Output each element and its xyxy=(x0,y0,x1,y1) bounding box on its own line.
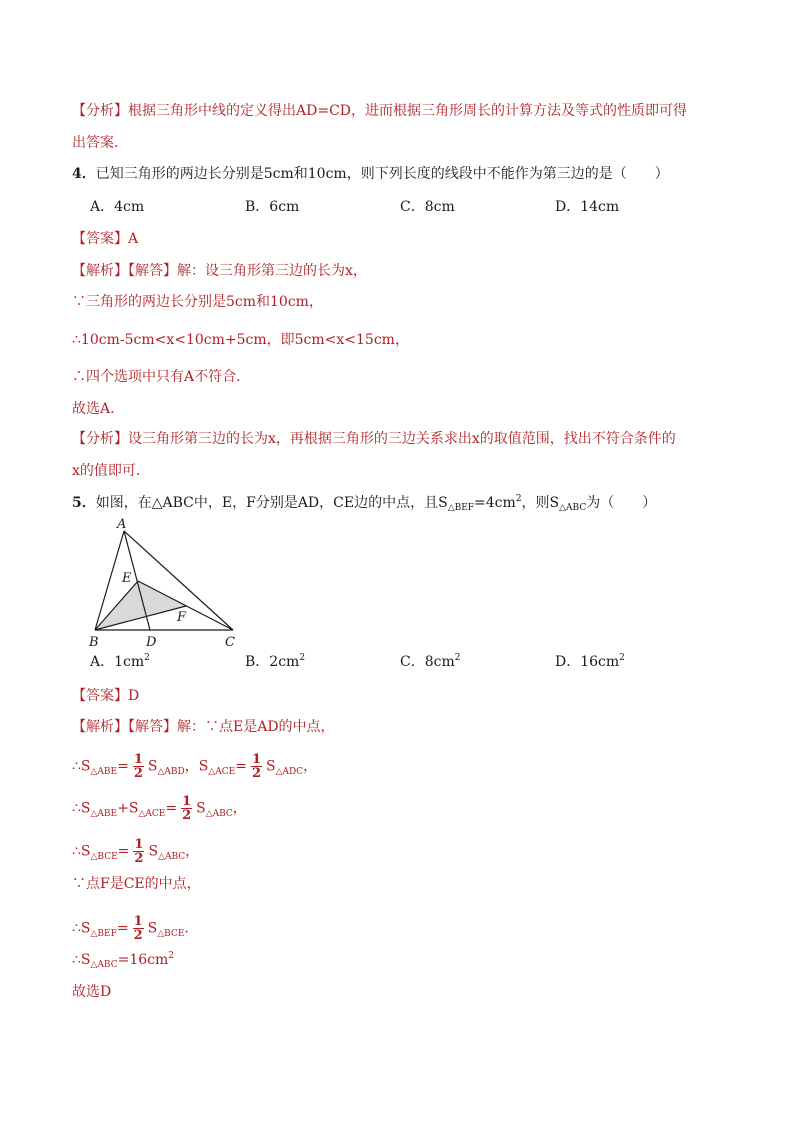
step3-text2: S xyxy=(148,843,159,860)
fraction-numerator: 1 xyxy=(134,837,144,852)
q4-solution-line4: ∴四个选项中只有A不符合. xyxy=(72,369,241,385)
step2-text3: S xyxy=(196,800,206,817)
step6-text1: =16cm xyxy=(117,952,169,968)
q5-stem-sup: 2 xyxy=(515,494,522,504)
answer-tag: 【答案】 xyxy=(72,688,128,704)
label-e: E xyxy=(122,571,132,586)
q5-solution-text1: 解：∵点E是AD的中点， xyxy=(177,719,335,735)
fraction-denominator: 2 xyxy=(251,766,262,781)
q5-option-b xyxy=(245,652,305,674)
q5-option-d-text: D．16cm xyxy=(555,654,620,670)
q3-analysis-line2: 出答案. xyxy=(72,135,119,151)
q4-analysis-text1: 设三角形第三边的长为x，再根据三角形的三边关系求出x的取值范围，找出不符合条件的 xyxy=(128,431,676,447)
q5-option-c-sup: 2 xyxy=(454,653,461,663)
step3-text3: ， xyxy=(185,843,200,860)
step1-text4: = xyxy=(235,758,247,775)
q5-option-a xyxy=(90,652,150,674)
q4-answer xyxy=(72,229,138,249)
fraction-denominator: 2 xyxy=(134,851,144,866)
step2-text0: ∴S xyxy=(72,800,91,817)
q4-answer-value: A xyxy=(128,231,139,247)
step2-text1: +S xyxy=(117,800,139,817)
step1-text5: S xyxy=(266,758,276,775)
q5-stem-text4: 为（ ） xyxy=(586,495,657,511)
q5-step4: ∵点F是CE的中点， xyxy=(72,876,201,892)
step1-fraction-a xyxy=(133,753,144,780)
fraction-numerator: 1 xyxy=(133,752,143,767)
shaded-triangle-bef xyxy=(95,581,186,630)
q4-analysis-line1 xyxy=(72,429,676,449)
step6-sup: 2 xyxy=(168,951,174,961)
q5-number: 5． xyxy=(72,495,96,511)
q5-step6 xyxy=(72,950,174,972)
q5-step1 xyxy=(72,753,317,780)
step3-text1: = xyxy=(117,843,130,860)
step1-text0: ∴S xyxy=(72,758,91,775)
step1-sub0: △ABE xyxy=(90,766,118,777)
triangle-figure xyxy=(86,514,236,654)
fraction-numerator: 1 xyxy=(251,752,262,767)
q5-option-a-sup: 2 xyxy=(144,653,150,663)
q4-solution-line2: ∵三角形的两边长分别是5cm和10cm， xyxy=(72,294,323,310)
q3-analysis-line1 xyxy=(72,101,687,121)
step1-text1: = xyxy=(117,758,129,775)
q4-option-c: C．8cm xyxy=(400,199,455,215)
q5-option-c-text: C．8cm xyxy=(400,654,455,670)
q5-option-a-text: A．1cm xyxy=(90,654,145,670)
step1-sub3: △ADC xyxy=(275,766,304,777)
q4-option-b: B．6cm xyxy=(245,199,300,215)
q5-answer-value: D xyxy=(128,688,140,704)
q5-option-c xyxy=(400,652,460,674)
step2-fraction xyxy=(181,795,192,822)
step2-text2: = xyxy=(165,800,178,817)
q5-stem-text3: ，则S xyxy=(521,495,560,511)
q5-step2 xyxy=(72,795,247,822)
step1-text2: S xyxy=(147,758,158,775)
q4-solution-line3: ∴10cm-5cm<x<10cm+5cm，即5cm<x<15cm， xyxy=(72,332,409,348)
step5-text1: = xyxy=(116,920,129,937)
q4-solution-line1 xyxy=(72,261,367,281)
step3-text0: ∴S xyxy=(72,843,91,860)
q3-analysis-text1: 根据三角形中线的定义得出AD=CD，进而根据三角形周长的计算方法及等式的性质即可得 xyxy=(128,103,687,119)
label-d: D xyxy=(146,635,157,650)
step5-sub0: △BEF xyxy=(90,928,117,939)
step5-sub1: △BCE xyxy=(157,928,185,939)
fraction-denominator: 2 xyxy=(182,808,192,823)
label-c: C xyxy=(225,635,235,650)
step1-sub1: △ABD xyxy=(157,766,185,777)
step6-text0: ∴S xyxy=(72,952,91,968)
q4-solution-line5: 故选A. xyxy=(72,401,115,417)
fraction-denominator: 2 xyxy=(133,928,143,943)
q4-stem xyxy=(72,164,669,184)
q5-option-b-text: B．2cm xyxy=(245,654,300,670)
step2-sub2: △ABC xyxy=(205,808,233,819)
step3-sub0: △BCE xyxy=(90,851,118,862)
step5-text2: S xyxy=(147,920,158,937)
q5-stem xyxy=(72,493,656,515)
step5-text3: . xyxy=(184,920,189,937)
q4-stem-text: 已知三角形的两边长分别是5cm和10cm，则下列长度的线段中不能作为第三边的是（ ） xyxy=(95,166,669,182)
q5-answer xyxy=(72,686,139,706)
q4-analysis-line2: x的值即可. xyxy=(72,463,141,479)
step2-sub1: △ACE xyxy=(138,808,166,819)
q4-option-a: A．4cm xyxy=(90,199,145,215)
answer-tag: 【答案】 xyxy=(72,231,128,247)
q5-stem-text2: =4cm xyxy=(474,495,516,511)
fraction-denominator: 2 xyxy=(133,766,143,781)
q5-option-d-sup: 2 xyxy=(619,653,625,663)
step3-sub1: △ABC xyxy=(158,851,186,862)
step3-fraction xyxy=(133,838,144,865)
step1-text3: ，S xyxy=(184,758,209,775)
step1-sub2: △ACE xyxy=(208,766,236,777)
q5-stem-sub1: △BEF xyxy=(447,503,475,513)
solution-tag: 【解析】【解答】 xyxy=(72,719,177,735)
fraction-numerator: 1 xyxy=(133,914,143,929)
q5-stem-text1: 如图，在△ABC中，E，F分别是AD，CE边的中点，且S xyxy=(95,495,448,511)
q5-step3 xyxy=(72,838,199,865)
step2-text4: ， xyxy=(232,800,247,817)
q5-step5 xyxy=(72,915,189,942)
q5-solution-line1 xyxy=(72,717,335,737)
q5-option-b-sup: 2 xyxy=(299,653,306,663)
analysis-tag: 【分析】 xyxy=(72,431,128,447)
step5-fraction xyxy=(133,915,144,942)
label-f: F xyxy=(177,610,187,625)
label-b: B xyxy=(89,635,99,650)
step1-text6: ， xyxy=(303,758,318,775)
solution-tag: 【解析】【解答】 xyxy=(72,263,177,279)
analysis-tag: 【分析】 xyxy=(72,103,128,119)
q5-conclusion: 故选D xyxy=(72,984,112,1000)
step1-fraction-b xyxy=(251,753,262,780)
q4-option-d: D．14cm xyxy=(555,199,620,215)
label-a: A xyxy=(117,517,127,532)
fraction-numerator: 1 xyxy=(182,794,192,809)
step6-sub0: △ABC xyxy=(90,960,118,970)
q5-option-d xyxy=(555,652,625,674)
q5-stem-sub2: △ABC xyxy=(559,503,587,513)
q4-number: 4． xyxy=(72,166,96,182)
q4-solution-text1: 解：设三角形第三边的长为x， xyxy=(177,263,367,279)
step5-text0: ∴S xyxy=(72,920,91,937)
step2-sub0: △ABE xyxy=(90,808,118,819)
